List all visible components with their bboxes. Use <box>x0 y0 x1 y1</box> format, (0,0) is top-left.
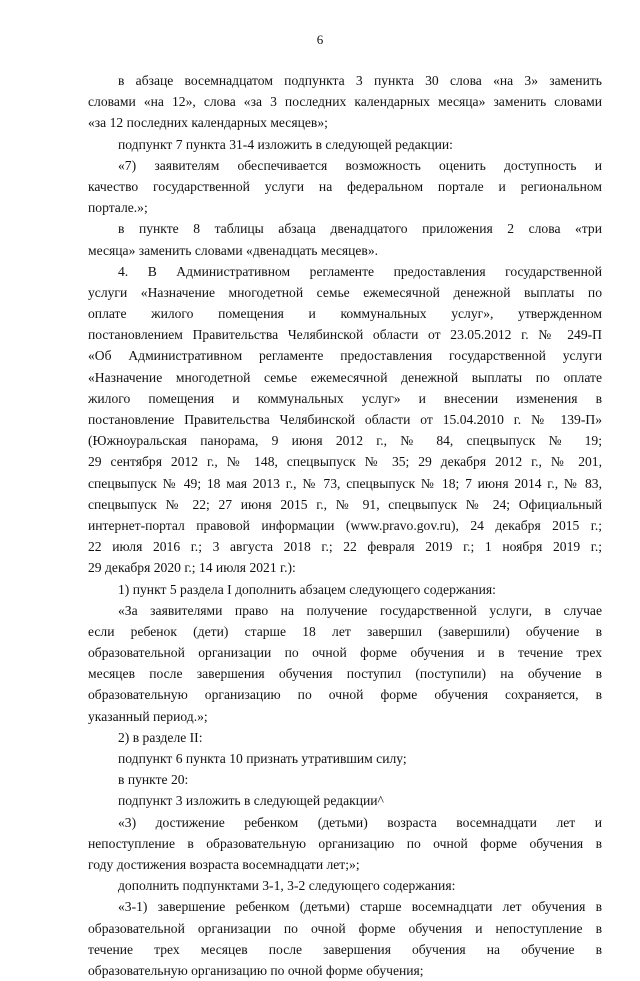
text-line: словами «на 12», слова «за 3 последних календарных месяца» заменить словами <box>88 94 602 110</box>
text-line: «7) заявителям обеспечивается возможность оценить доступность и <box>118 157 602 173</box>
text-line: «3) достижение ребенком (детьми) возраста восемнадцати лет и <box>118 814 602 830</box>
text-line: подпункт 6 пункта 10 признать утратившим силу; <box>118 751 407 766</box>
text-line: образовательной организации по очной форме обучения и непоступление в <box>88 920 602 936</box>
text-line: образовательную организацию по очной форме обучения; <box>88 962 424 978</box>
text-line: 29 декабря 2020 г.; 14 июля 2021 г.): <box>88 560 296 576</box>
text-line: спецвыпуск № 22; 27 июня 2015 г., № 91, спецвыпуск № 24; Официальный <box>88 496 602 512</box>
text-line: в пункте 20: <box>118 772 189 788</box>
text-line: «Назначение многодетной семье ежемесячной денежной выплаты по оплате <box>88 369 602 385</box>
text-line: «За заявителями право на получение государственной услуги, в случае <box>118 602 602 618</box>
text-line: «Об Административном регламенте предоставления государственной услуги <box>88 348 602 364</box>
text-line: указанный период.»; <box>88 708 208 724</box>
text-line: месяцев после завершения обучения поступил (поступили) на обучение в <box>88 666 602 682</box>
text-line: 4. В Административном регламенте предоставления государственной <box>118 263 602 279</box>
text-line: образовательную организацию по очной форме обучения сохраняется, в <box>88 687 602 703</box>
text-line: непоступление в образовательную организацию по очной форме обучения в <box>88 835 602 851</box>
text-line: году достижения возраста восемнадцати лет;»; <box>88 856 360 872</box>
text-line: (Южноуральская панорама, 9 июня 2012 г., № 84, спецвыпуск № 19; <box>88 433 602 449</box>
text-line: в пункте 8 таблицы абзаца двенадцатого приложения 2 слова «три <box>118 221 602 237</box>
text-line: течение трех месяцев после завершения обучения на обучение в <box>88 941 602 957</box>
text-line: оплате жилого помещения и коммунальных услуг», утвержденном <box>88 306 602 322</box>
text-line: постановление Правительства Челябинской области от 15.04.2010 г. № 139-П» <box>88 412 602 427</box>
text-line: услуги «Назначение многодетной семье ежемесячной денежной выплаты по <box>88 284 602 300</box>
text-line: дополнить подпунктами 3-1, 3-2 следующего содержания: <box>118 878 456 894</box>
text-line: спецвыпуск № 49; 18 мая 2013 г., № 73, спецвыпуск № 18; 7 июня 2014 г., № 83, <box>88 475 602 491</box>
text-line: интернет-портал правовой информации (www.pravo.gov.ru), 24 декабря 2015 г.; <box>88 517 602 533</box>
page-number: 6 <box>316 32 324 47</box>
text-line: «за 12 последних календарных месяцев»; <box>88 115 328 131</box>
text-line: 22 июля 2016 г.; 3 августа 2018 г.; 22 февраля 2019 г.; 1 ноября 2019 г.; <box>88 539 602 555</box>
text-line: месяца» заменить словами «двенадцать месяцев». <box>88 242 379 258</box>
text-line: подпункт 3 изложить в следующей редакции^ <box>118 793 384 809</box>
text-line: постановлением Правительства Челябинской области от 23.05.2012 г. № 249-П <box>88 327 602 343</box>
text-line: портале.»; <box>88 200 148 216</box>
document-body <box>88 70 602 981</box>
text-line: жилого помещения и коммунальных услуг» и внесении изменения в <box>88 390 602 406</box>
text-line: 1) пункт 5 раздела I дополнить абзацем следующего содержания: <box>118 581 496 597</box>
text-line: 29 сентября 2012 г., № 148, спецвыпуск № 35; 29 декабря 2012 г., № 201, <box>88 454 602 470</box>
text-line: если ребенок (дети) старше 18 лет завершил (завершили) обучение в <box>88 623 602 639</box>
text-line: качество государственной услуги на федеральном портале и региональном <box>88 178 602 194</box>
text-line: подпункт 7 пункта 31-4 изложить в следующей редакции: <box>118 136 453 152</box>
text-line: образовательной организации по очной форме обучения и в течение трех <box>88 645 602 661</box>
text-line: в абзаце восемнадцатом подпункта 3 пункта 30 слова «на 3» заменить <box>118 73 602 88</box>
text-line: 2) в разделе II: <box>118 729 203 745</box>
text-line: «3-1) завершение ребенком (детьми) старше восемнадцати лет обучения в <box>118 899 602 915</box>
